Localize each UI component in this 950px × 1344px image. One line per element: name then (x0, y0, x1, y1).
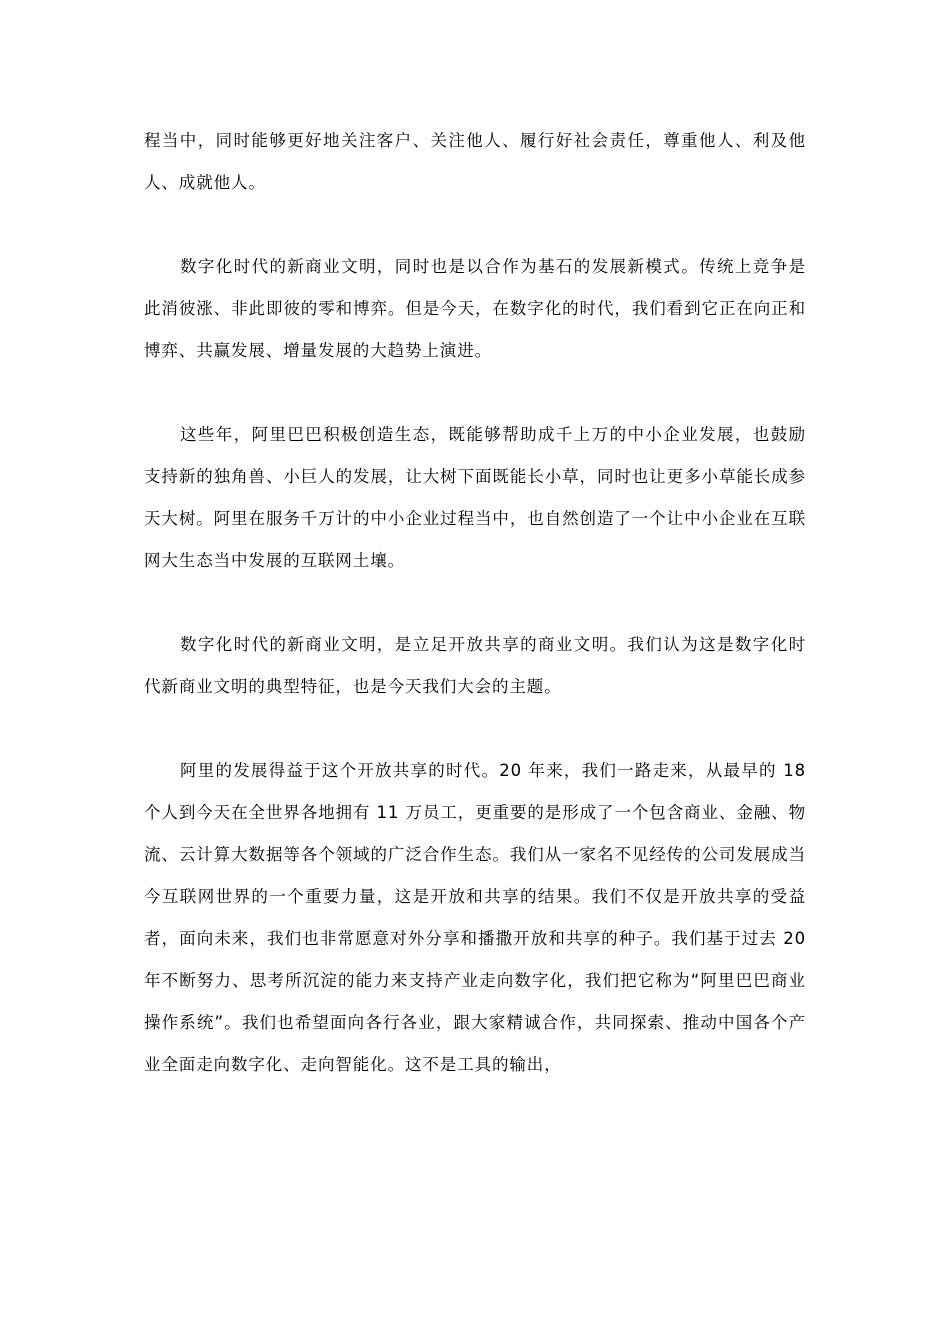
paragraph-1: 程当中，同时能够更好地关注客户、关注他人、履行好社会责任，尊重他人、利及他人、成就他人。 (144, 131, 806, 192)
paragraph-3: 这些年，阿里巴巴积极创造生态，既能够帮助成千上万的中小企业发展，也鼓励支持新的独角兽、小巨人的发展，让大树下面既能长小草，同时也让更多小草能长成参天大树。阿里在服务千万计的中小企业过程当中，也自然创造了一个让中小企业在互联网大生态当中发展的互联网土壤。 (144, 425, 806, 570)
document-page (144, 120, 806, 1128)
paragraph-5: 阿里的发展得益于这个开放共享的时代。20 年来，我们一路走来，从最早的 18 个人到今天在全世界各地拥有 11 万员工，更重要的是形成了一个包含商业、金融、物流、云计算大数据等各个领域的广泛合作生态。我们从一家名不见经传的公司发展成当今互联网世界的一个重要力量，这是开放和共享的结果。我们不仅是开放共享的受益者，面向未来，我们也非常愿意对外分享和播撒开放和共享的种子。我们基于过去 20 年不断努力、思考所沉淀的能力来支持产业走向数字化，我们把它称为“阿里巴巴商业操作系统”。我们也希望面向各行各业，跟大家精诚合作，共同探索、推动中国各个产业全面走向数字化、走向智能化。这不是工具的输出， (144, 761, 806, 1074)
paragraph-4: 数字化时代的新商业文明，是立足开放共享的商业文明。我们认为这是数字化时代新商业文明的典型特征，也是今天我们大会的主题。 (144, 635, 806, 696)
paragraph-2: 数字化时代的新商业文明，同时也是以合作为基石的发展新模式。传统上竞争是此消彼涨、非此即彼的零和博弈。但是今天，在数字化的时代，我们看到它正在向正和博弈、共赢发展、增量发展的大趋势上演进。 (144, 257, 806, 360)
